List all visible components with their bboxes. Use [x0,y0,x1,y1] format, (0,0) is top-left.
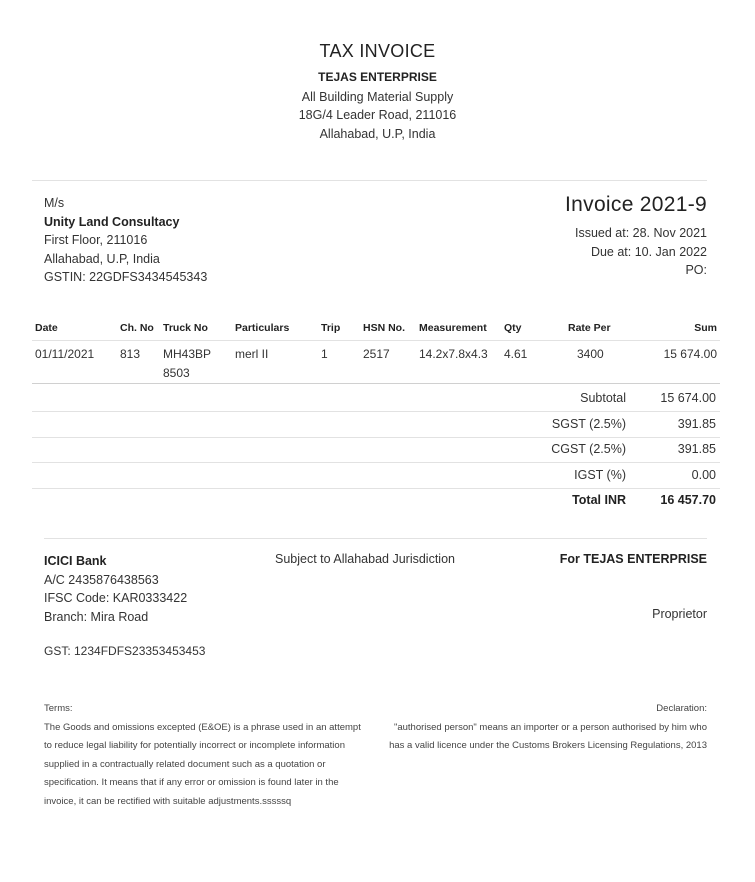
col-header-qty: Qty [504,322,522,334]
col-header-date: Date [35,322,58,334]
cgst-label: CGST (2.5%) [551,442,626,456]
terms-text: The Goods and omissions excepted (E&OE) is a phrase used in an attempt to reduce legal liability for potentially incorrect or incomplete information supplied in a contractually related document such as a quotation or specification. It means that if any error or omission is found later in the invoice, it can be rectified with suitable adjustments.sssssq [44,721,361,807]
bank-account: A/C 2435876438563 [44,572,159,587]
table-row [32,341,720,384]
cell-qty: 4.61 [501,341,565,384]
company-name: TEJAS ENTERPRISE [318,70,437,84]
col-header-sum: Sum [694,322,717,334]
bank-branch: Branch: Mira Road [44,609,149,624]
invoice-due-date: Due at: 10. Jan 2022 [590,245,707,259]
invoice-po: PO: [685,263,707,277]
col-header-rate: Rate Per [568,322,611,334]
company-tagline: All Building Material Supply [301,90,454,104]
subtotal-label: Subtotal [580,391,626,405]
bill-to-prefix: M/s [44,196,65,210]
col-header-trip: Trip [321,322,341,334]
sgst-row [32,412,720,438]
cgst-row [32,437,720,463]
bank-ifsc: IFSC Code: KAR0333422 [44,591,188,605]
col-header-hsn: HSN No. [363,322,405,334]
total-row [32,488,720,513]
igst-value: 0.00 [691,468,716,482]
col-header-truck-no: Truck No [163,322,208,334]
company-address-line2: Allahabad, U.P, India [319,127,436,141]
col-header-measurement: Measurement [419,322,487,334]
bill-to-line2: Allahabad, U.P, India [44,251,160,266]
cell-trip: 1 [318,341,360,384]
cell-hsn: 2517 [360,341,416,384]
invoice-title: TAX INVOICE [319,41,436,61]
cell-measurement: 14.2x7.8x4.3 [416,341,501,384]
bank-details [44,552,187,626]
terms-block [44,700,366,812]
bank-name: ICICI Bank [44,554,107,568]
table-header-row [32,316,720,341]
jurisdiction-note: Subject to Allahabad Jurisdiction [275,552,455,566]
igst-row [32,463,720,489]
col-header-ch-no: Ch. No [120,322,154,334]
subtotal-row [32,386,720,412]
bill-to-gstin: GSTIN: 22GDFS3434545343 [44,270,208,284]
bill-to-name: Unity Land Consultacy [44,214,180,229]
terms-title: Terms: [44,703,73,714]
bill-to-line1: First Floor, 211016 [44,233,148,247]
cell-rate: 3400 [565,341,631,384]
declaration-block [382,700,707,756]
declaration-title: Declaration: [656,703,707,714]
invoice-issued-date: Issued at: 28. Nov 2021 [574,226,707,240]
items-table [32,316,720,384]
cell-ch-no: 813 [117,341,160,384]
for-company: For TEJAS ENTERPRISE [559,552,707,566]
bill-to-block [44,194,207,287]
col-header-particulars: Particulars [235,322,290,334]
cell-date: 01/11/2021 [32,341,117,384]
signatory-title: Proprietor [652,607,707,621]
company-address-line1: 18G/4 Leader Road, 211016 [298,108,457,122]
header-divider [32,180,707,181]
footer-divider [44,538,707,539]
sgst-label: SGST (2.5%) [551,417,626,431]
declaration-text: "authorised person" means an importer or a person authorised by him who has a valid licence under the Customs Brokers Licensing Regulations, 2013 [389,721,707,752]
seller-gst: GST: 1234FDFS23353453453 [44,644,206,658]
invoice-number: Invoice 2021-9 [565,193,707,216]
cell-particulars: merl II [232,341,318,384]
total-label: Total INR [572,493,626,507]
subtotal-value: 15 674.00 [660,391,716,405]
igst-label: IGST (%) [574,468,626,482]
cell-truck-no: MH43BP 8503 [160,341,232,384]
cgst-value: 391.85 [677,442,716,456]
sgst-value: 391.85 [677,417,716,431]
cell-sum: 15 674.00 [631,341,720,384]
total-value: 16 457.70 [660,493,716,507]
